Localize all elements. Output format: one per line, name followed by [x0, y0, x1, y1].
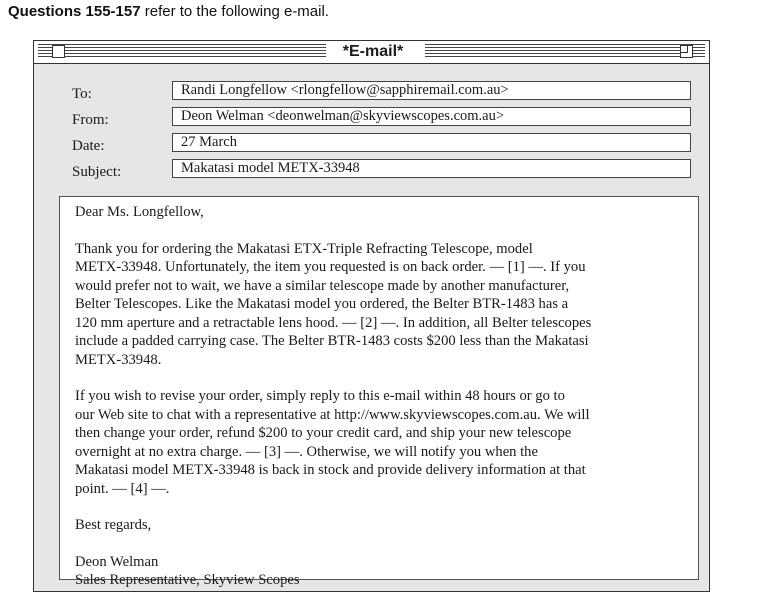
paragraph-line: then change your order, refund $200 to your credit card, and ship your new telescope [75, 425, 572, 441]
signature [75, 553, 692, 590]
date-label: Date: [72, 138, 105, 154]
paragraph-line: METX-33948. Unfortunately, the item you requested is on back order. — [1] —. If you [75, 259, 586, 275]
title-bar-stripes-right [425, 44, 705, 58]
paragraph-line: would prefer not to wait, we have a similar telescope made by another manufacturer, [75, 277, 570, 294]
title-bar[interactable] [34, 41, 709, 64]
greeting: Dear Ms. Longfellow, [75, 204, 204, 220]
closing: Best regards, [75, 517, 152, 533]
question-text: refer to the following e-mail. [140, 3, 329, 20]
paragraph-line: our Web site to chat with a representative at http://www.skyviewscopes.com.au. We will [75, 406, 590, 423]
paragraph-line: Thank you for ordering the Makatasi ETX-Triple Refracting Telescope, model [75, 240, 533, 257]
close-box-icon[interactable] [52, 45, 65, 58]
title-bar-stripes-left [38, 44, 326, 58]
paragraph-line: Belter Telescopes. Like the Makatasi model you ordered, the Belter BTR-1483 has a [75, 296, 569, 312]
paragraph-line: point. — [4] —. [75, 480, 170, 497]
paragraph-line: If you wish to revise your order, simply reply to this e-mail within 48 hours or go to [75, 388, 565, 404]
from-field[interactable]: Deon Welman <deonwelman@skyviewscopes.com.au> [172, 107, 691, 126]
paragraph-1 [75, 240, 692, 370]
zoom-box-icon[interactable] [680, 45, 693, 58]
question-instruction [8, 3, 329, 20]
paragraph-line: Makatasi model METX-33948 is back in stock and provide delivery information at that [75, 462, 586, 478]
paragraph-line: 120 mm aperture and a retractable lens hood. — [2] —. In addition, all Belter telescopes [75, 314, 592, 331]
from-label: From: [72, 112, 109, 128]
email-window [33, 40, 710, 592]
to-field[interactable]: Randi Longfellow <rlongfellow@sapphiremail.com.au> [172, 81, 691, 100]
paragraph-line: METX-33948. [75, 351, 162, 368]
to-label: To: [72, 86, 92, 102]
paragraph-2 [75, 387, 692, 498]
window-title: *E-mail* [329, 41, 417, 63]
subject-label: Subject: [72, 164, 122, 180]
question-number: Questions 155-157 [8, 3, 141, 20]
subject-field[interactable]: Makatasi model METX-33948 [172, 159, 691, 178]
signature-name: Deon Welman [75, 553, 159, 570]
email-body[interactable] [59, 196, 699, 588]
paragraph-line: overnight at no extra charge. — [3] —. Otherwise, we will notify you when the [75, 443, 538, 460]
date-field[interactable]: 27 March [172, 133, 691, 152]
signature-title: Sales Representative, Skyview Scopes [75, 572, 300, 588]
paragraph-line: include a padded carrying case. The Belter BTR-1483 costs $200 less than the Makatasi [75, 333, 589, 349]
